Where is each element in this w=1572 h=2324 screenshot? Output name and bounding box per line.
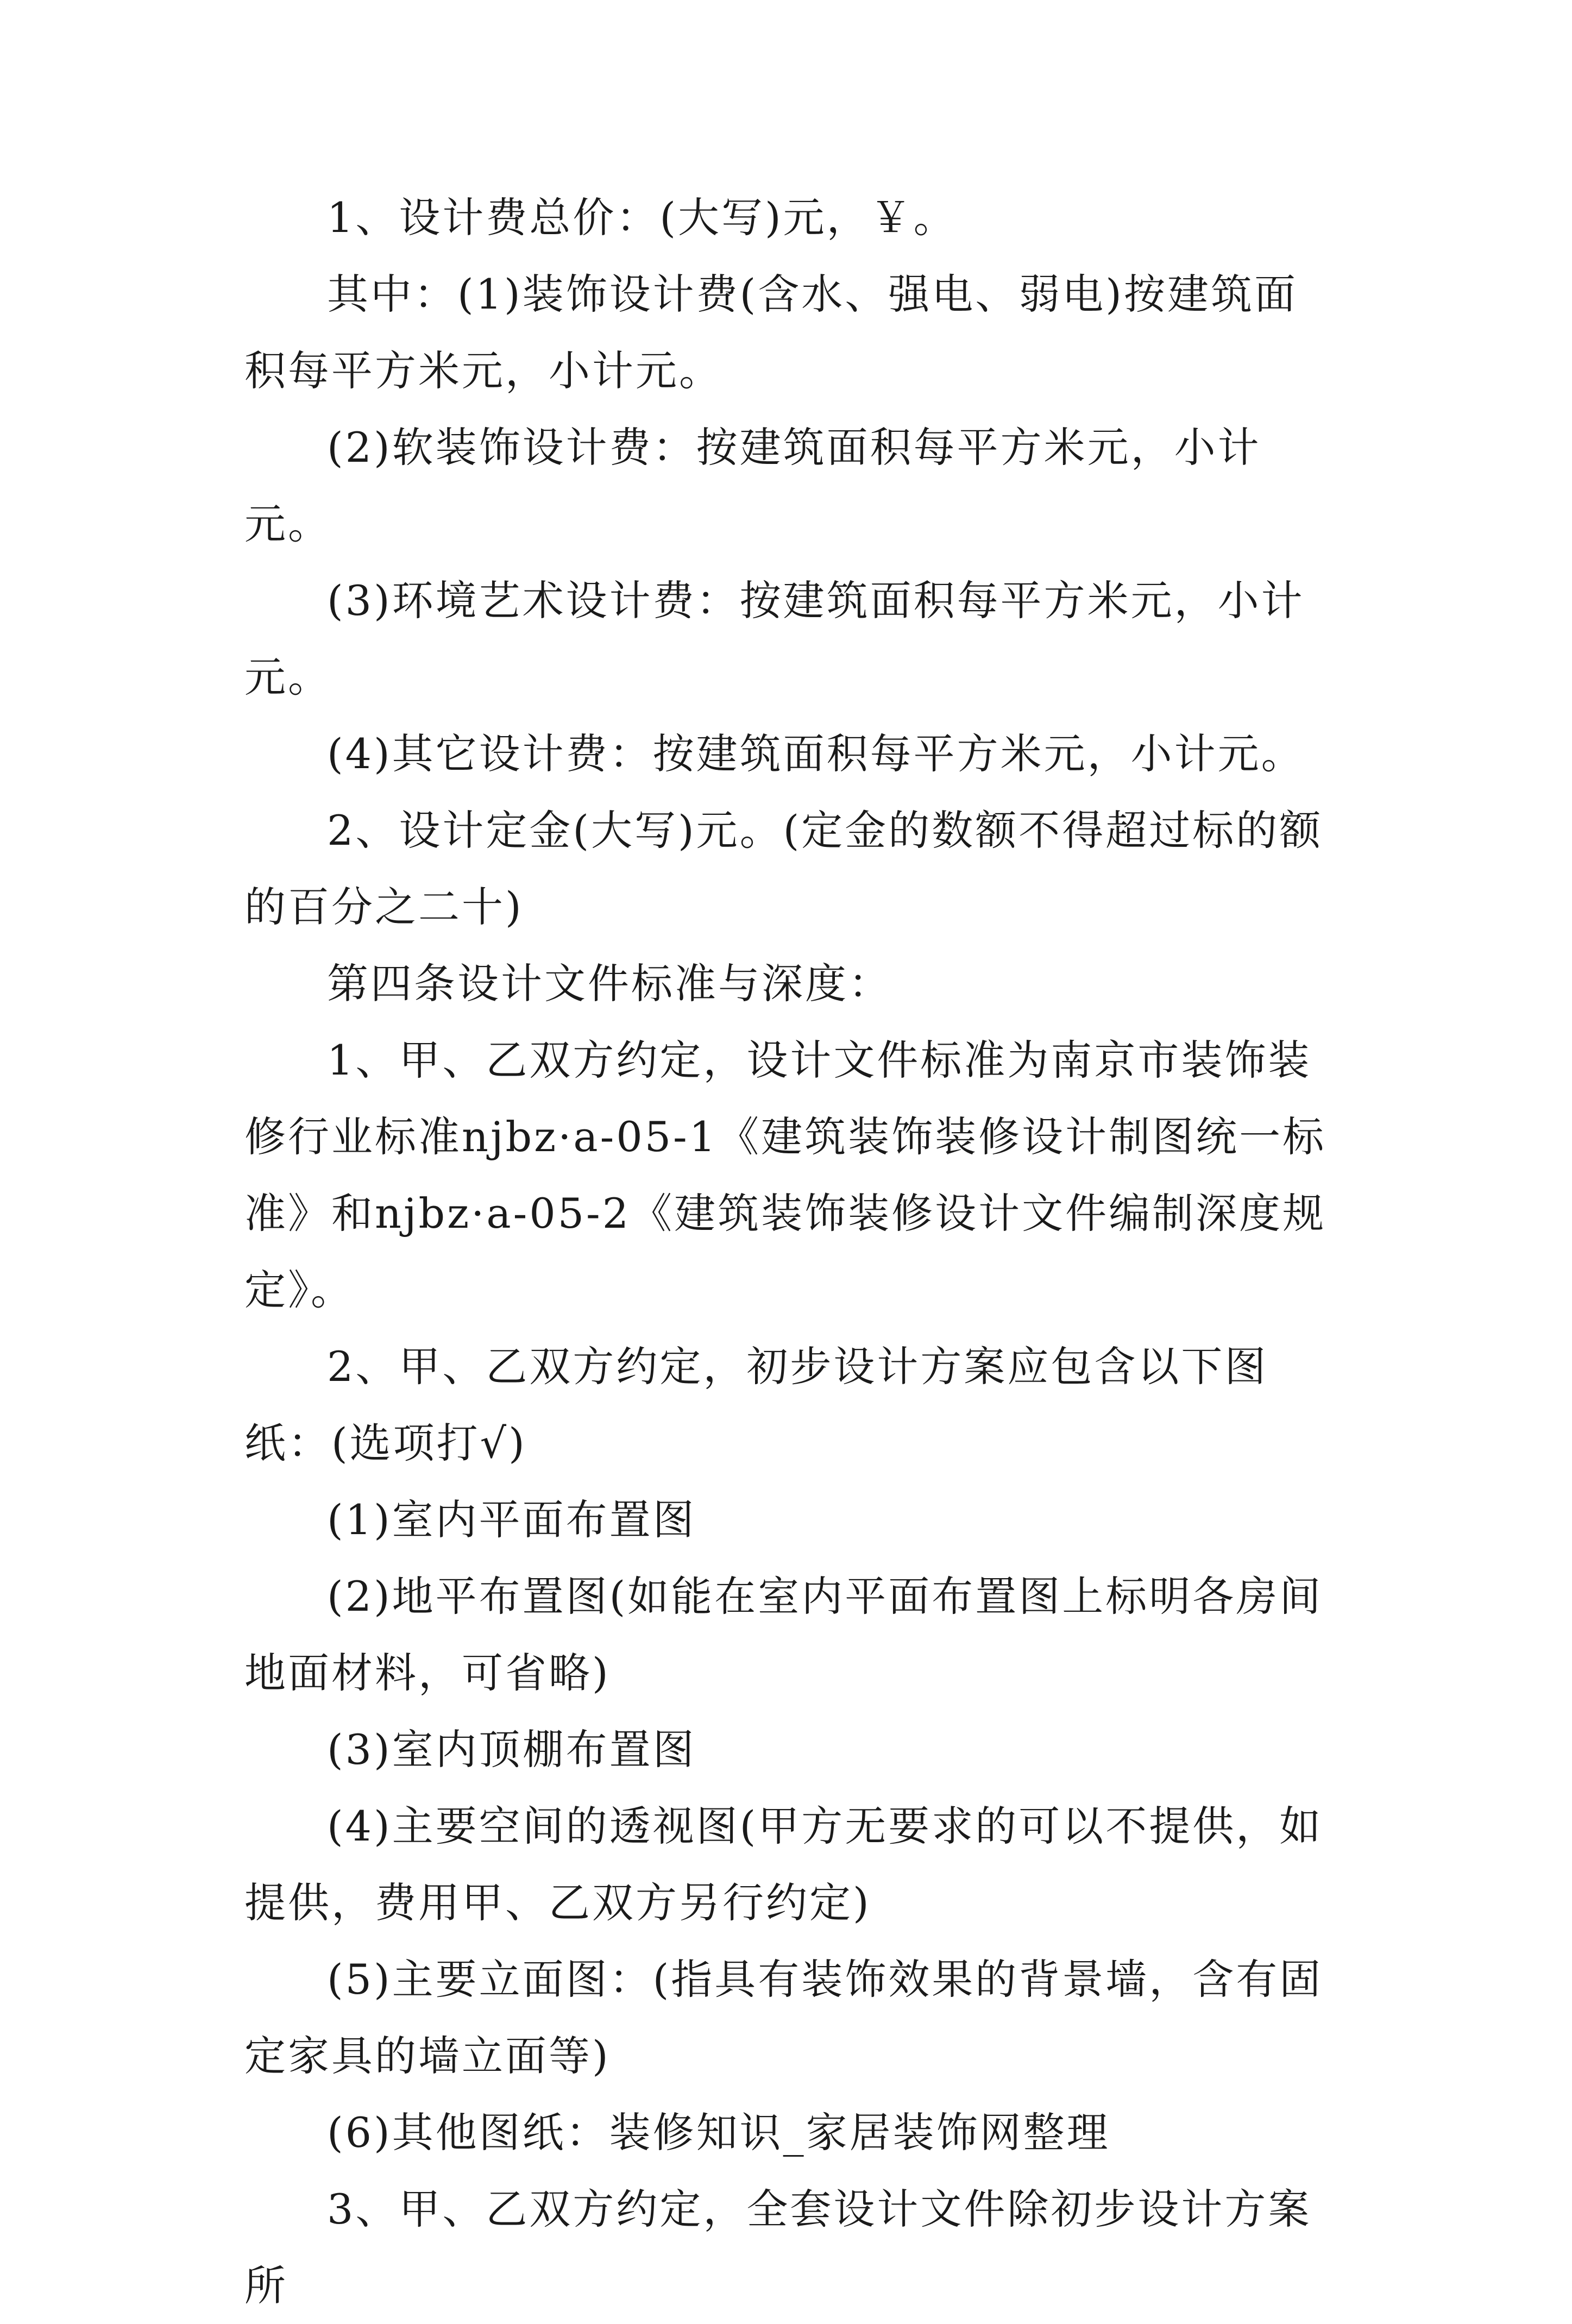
list-item-floor-plan: (1)室内平面布置图 xyxy=(327,1496,696,1544)
section-heading-article-four: 第四条设计文件标准与深度： xyxy=(327,959,892,1008)
paragraph-soft-decoration-fee: (2)软装饰设计费：按建筑面积每平方米元，小计元。 xyxy=(244,423,1261,548)
paragraph-design-deposit: 2、设计定金(大写)元。(定金的数额不得超过标的额的百分之二十) xyxy=(244,806,1323,931)
paragraph-preliminary-drawings: 2、甲、乙双方约定，初步设计方案应包含以下图纸：(选项打√) xyxy=(244,1342,1268,1467)
paragraph-other-design-fee: (4)其它设计费：按建筑面积每平方米元，小计元。 xyxy=(327,730,1305,778)
paragraph-design-fee-total: 1、设计费总价：(大写)元，￥。 xyxy=(327,193,957,242)
document-body xyxy=(244,179,1331,2324)
paragraph-design-standard: 1、甲、乙双方约定，设计文件标准为南京市装饰装修行业标准njbz·a-05-1《建筑装饰装修设计制图统一标准》和njbz·a-05-2《建筑装饰装修设计文件编制深度规定》。 xyxy=(244,1036,1326,1314)
list-item-other-drawings: (6)其他图纸：装修知识_家居装饰网整理 xyxy=(327,2108,1110,2157)
list-item-ground-layout: (2)地平布置图(如能在室内平面布置图上标明各房间地面材料，可省略) xyxy=(244,1572,1323,1697)
paragraph-full-design-files: 3、甲、乙双方约定，全套设计文件除初步设计方案所 xyxy=(244,2185,1312,2310)
paragraph-decoration-design-fee: 其中：(1)装饰设计费(含水、强电、弱电)按建筑面积每平方米元，小计元。 xyxy=(244,270,1298,395)
paragraph-environment-art-fee: (3)环境艺术设计费：按建筑面积每平方米元，小计元。 xyxy=(244,576,1305,701)
list-item-perspective: (4)主要空间的透视图(甲方无要求的可以不提供，如提供，费用甲、乙双方另行约定) xyxy=(244,1802,1323,1927)
list-item-elevation: (5)主要立面图：(指具有装饰效果的背景墙，含有固定家具的墙立面等) xyxy=(244,1955,1323,2080)
list-item-ceiling-layout: (3)室内顶棚布置图 xyxy=(327,1725,696,1774)
